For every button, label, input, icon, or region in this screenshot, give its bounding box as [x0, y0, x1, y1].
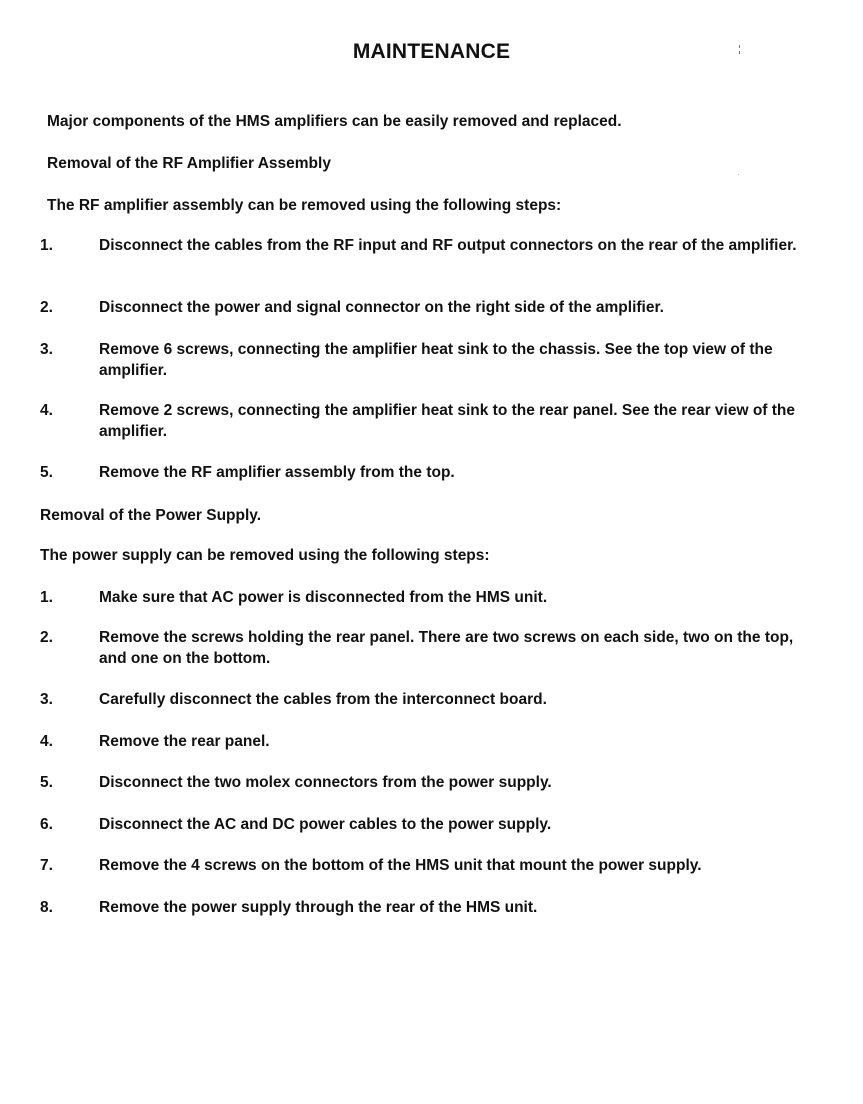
step-text: Disconnect the cables from the RF input and RF output connectors on the rear of the amplifier.	[99, 237, 797, 254]
step-number: 5.	[40, 464, 53, 481]
step-text: Disconnect the power and signal connector on the right side of the amplifier.	[99, 299, 664, 316]
step-text: Remove 2 screws, connecting the amplifier heat sink to the rear panel. See the rear view of the amplifier.	[99, 402, 796, 440]
step-text: Carefully disconnect the cables from the interconnect board.	[99, 691, 547, 708]
intro-paragraph: Major components of the HMS amplifiers can be easily removed and replaced.	[47, 113, 622, 130]
step-number: 3.	[40, 341, 53, 358]
step-text: Disconnect the two molex connectors from the power supply.	[99, 774, 552, 791]
step-text: Remove the RF amplifier assembly from the top.	[99, 464, 455, 481]
step-number: 1.	[40, 589, 53, 606]
step-number: 2.	[40, 629, 53, 646]
step-text: Remove the rear panel.	[99, 733, 270, 750]
scan-speck	[739, 51, 740, 54]
step-number: 8.	[40, 899, 53, 916]
section-rf-lead: The RF amplifier assembly can be removed using the following steps:	[47, 197, 562, 214]
step-number: 4.	[40, 733, 53, 750]
step-text: Remove the power supply through the rear of the HMS unit.	[99, 899, 538, 916]
step-number: 6.	[40, 816, 53, 833]
page-title: MAINTENANCE	[352, 40, 511, 63]
step-text: Make sure that AC power is disconnected from the HMS unit.	[99, 589, 548, 606]
step-number: 4.	[40, 402, 53, 419]
step-number: 7.	[40, 857, 53, 874]
step-text: Disconnect the AC and DC power cables to the power supply.	[99, 816, 552, 833]
step-text: Remove the screws holding the rear panel. There are two screws on each side, two on the top, and one on the bottom.	[99, 629, 794, 667]
section-rf-heading: Removal of the RF Amplifier Assembly	[47, 155, 331, 172]
step-number: 1.	[40, 237, 53, 254]
scan-speck	[738, 174, 739, 175]
step-number: 3.	[40, 691, 53, 708]
step-number: 2.	[40, 299, 53, 316]
step-number: 5.	[40, 774, 53, 791]
step-text: Remove the 4 screws on the bottom of the HMS unit that mount the power supply.	[99, 857, 702, 874]
scan-speck	[739, 45, 740, 48]
step-text: Remove 6 screws, connecting the amplifier heat sink to the chassis. See the top view of the amplifier.	[99, 341, 773, 379]
section-power-heading: Removal of the Power Supply.	[40, 507, 262, 524]
section-power-lead: The power supply can be removed using the following steps:	[40, 547, 490, 564]
